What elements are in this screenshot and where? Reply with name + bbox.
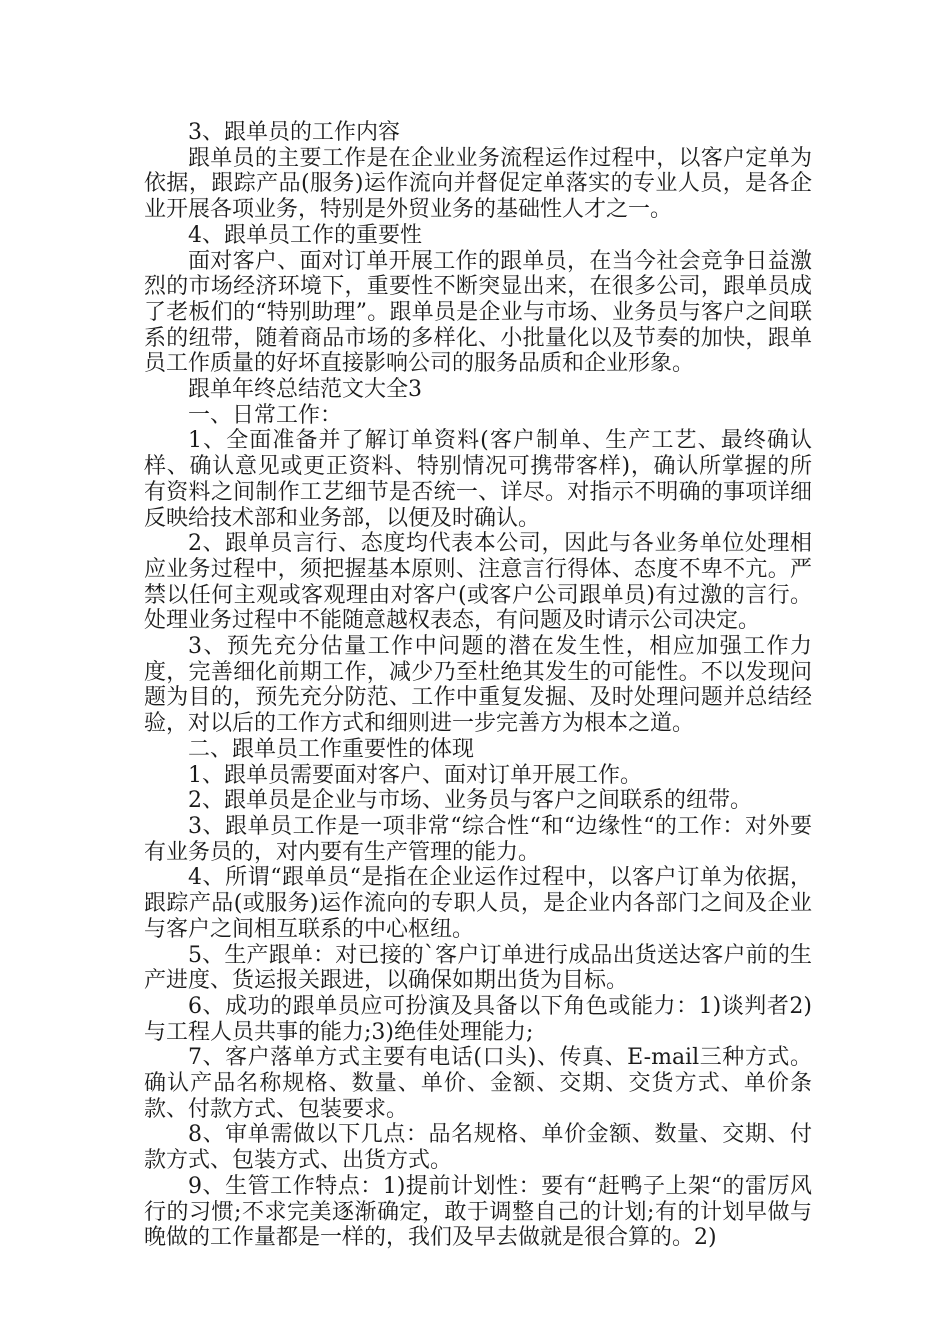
list-item-3: 3、跟单员工作是一项非常“综合性“和“边缘性“的工作：对外要有业务员的，对内要有生产管理的能力。 <box>144 813 812 865</box>
paragraph-daily-2: 2、跟单员言行、态度均代表本公司，因此与各业务单位处理相应业务过程中，须把握基本原则、注意言行得体、态度不卑不亢。严禁以任何主观或客观理由对客户(或客户公司跟单员)有过激的言行。处理业务过程中不能随意越权表态，有问题及时请示公司决定。 <box>144 531 812 634</box>
heading-4-importance: 4、跟单员工作的重要性 <box>188 222 422 248</box>
paragraph-importance: 面对客户、面对订单开展工作的跟单员，在当今社会竞争日益激烈的市场经济环境下，重要性不断突显出来，在很多公司，跟单员成了老板们的“特别助理”。跟单员是企业与市场、业务员与客户之间联系的纽带，随着商品市场的多样化、小批量化以及节奏的加快，跟单员工作质量的好坏直接影响公司的服务品质和企业形象。 <box>144 248 812 377</box>
paragraph-daily-3: 3、预先充分估量工作中问题的潜在发生性，相应加强工作力度，完善细化前期工作，减少乃至杜绝其发生的可能性。不以发现问题为目的，预先充分防范、工作中重复发掘、及时处理问题并总结经验，对以后的工作方式和细则进一步完善方为根本之道。 <box>144 634 812 737</box>
list-item-7: 7、客户落单方式主要有电话(口头)、传真、E-mail三种方式。确认产品名称规格、数量、单价、金额、交期、交货方式、单价条款、付款方式、包装要求。 <box>144 1045 812 1122</box>
list-item-1: 1、跟单员需要面对客户、面对订单开展工作。 <box>188 762 642 788</box>
document-body <box>144 120 812 1251</box>
list-item-4: 4、所谓“跟单员“是指在企业运作过程中，以客户订单为依据，跟踪产品(或服务)运作流向的专职人员，是企业内各部门之间及企业与客户之间相互联系的中心枢纽。 <box>144 865 812 942</box>
list-item-8: 8、审单需做以下几点：品名规格、单价金额、数量、交期、付款方式、包装方式、出货方式。 <box>144 1122 812 1174</box>
list-item-2: 2、跟单员是企业与市场、业务员与客户之间联系的纽带。 <box>188 788 752 814</box>
heading-daily-work: 一、日常工作： <box>188 402 343 428</box>
list-item-5: 5、生产跟单：对已接的`客户订单进行成品出货送达客户前的生产进度、货运报关跟进，以确保如期出货为目标。 <box>144 942 812 994</box>
heading-3-work-content: 3、跟单员的工作内容 <box>188 120 400 145</box>
list-item-6: 6、成功的跟单员应可扮演及具备以下角色或能力：1)谈判者2)与工程人员共事的能力;3)绝佳处理能力; <box>144 993 812 1045</box>
list-item-9: 9、生管工作特点：1)提前计划性：要有“赶鸭子上架“的雷厉风行的习惯;不求完美逐渐确定，敢于调整自己的计划;有的计划早做与晚做的工作量都是一样的，我们及早去做就是很合算的。2) <box>144 1173 812 1251</box>
section-title-summary-3: 跟单年终总结范文大全3 <box>188 377 422 403</box>
paragraph-daily-1: 1、全面准备并了解订单资料(客户制单、生产工艺、最终确认样、确认意见或更正资料、特别情况可携带客样)，确认所掌握的所有资料之间制作工艺细节是否统一、详尽。对指示不明确的事项详细反映给技术部和业务部，以便及时确认。 <box>144 428 812 531</box>
paragraph-work-content: 跟单员的主要工作是在企业业务流程运作过程中，以客户定单为依据，跟踪产品(服务)运作流向并督促定单落实的专业人员，是各企业开展各项业务，特别是外贸业务的基础性人才之一。 <box>144 145 812 223</box>
heading-importance-reflection: 二、跟单员工作重要性的体现 <box>188 736 475 762</box>
